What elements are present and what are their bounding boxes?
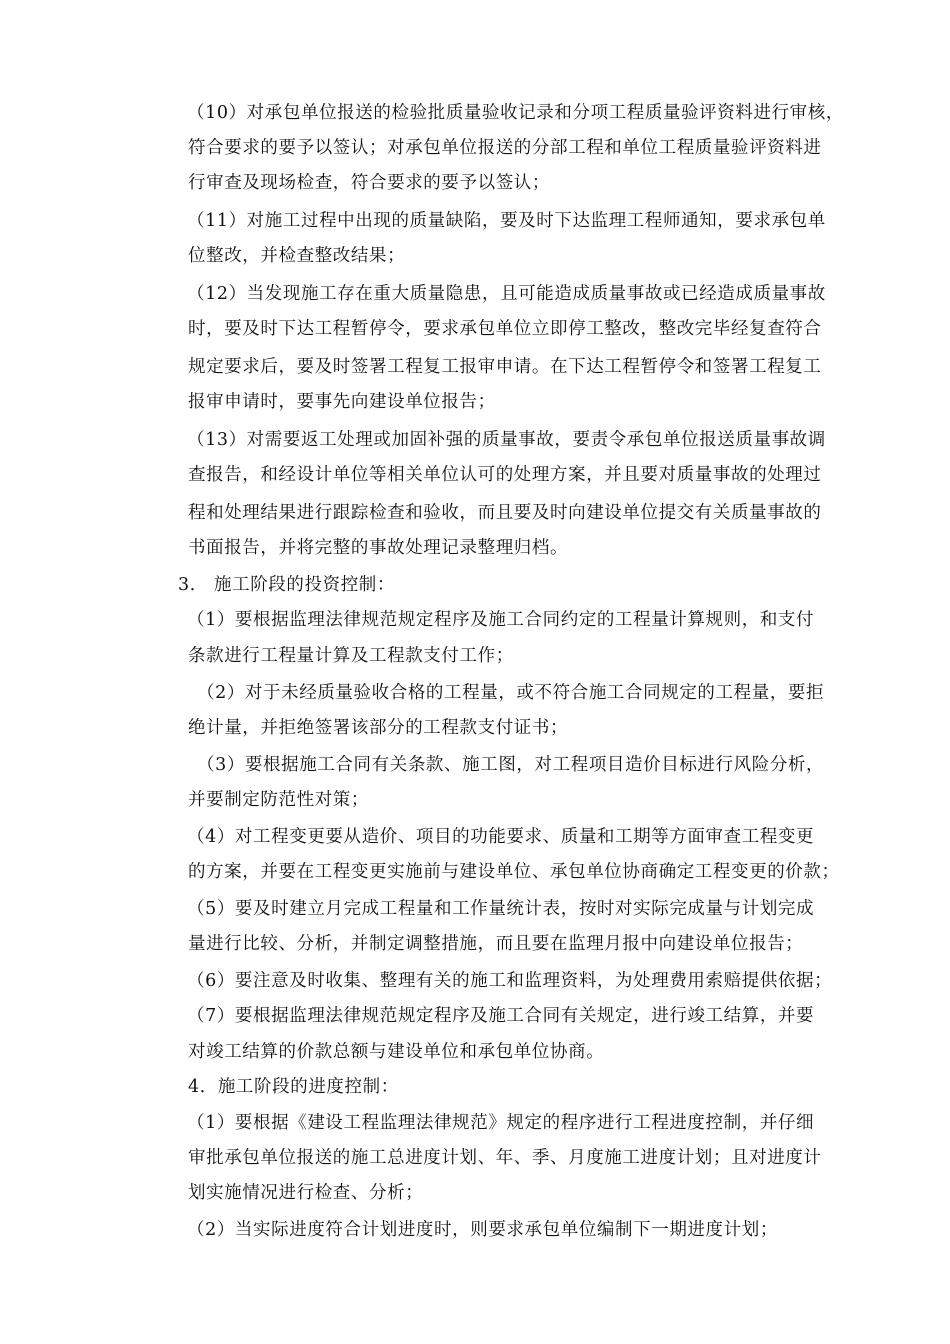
text-line: 的方案，并要在工程变更实施前与建设单位、承包单位协商确定工程变更的价款； <box>188 862 840 882</box>
text-line: （1）要根据监理法律规范规定程序及施工合同约定的工程量计算规则，和支付 <box>187 610 815 630</box>
text-line: （5）要及时建立月完成工程量和工作量统计表，按时对实际完成量与计划完成 <box>187 899 815 919</box>
text-line: 对竣工结算的价款总额与建设单位和承包单位协商。 <box>188 1042 605 1062</box>
text-line: （7）要根据监理法律规范规定程序及施工合同有关规定，进行竣工结算，并要 <box>187 1006 815 1026</box>
text-line: （11）对施工过程中出现的质量缺陷，要及时下达监理工程师通知，要求承包单 <box>187 211 826 231</box>
text-line: （2）对于未经质量验收合格的工程量，或不符合施工合同规定的工程量，要拒 <box>197 683 825 703</box>
text-line: 符合要求的要予以签认；对承包单位报送的分部工程和单位工程质量验评资料进 <box>188 138 822 158</box>
text-line: 量进行比较、分析，并制定调整措施，而且要在监理月报中向建设单位报告； <box>188 934 804 954</box>
text-line: （13）对需要返工处理或加固补强的质量事故，要责令承包单位报送质量事故调 <box>187 430 826 450</box>
text-line: 条款进行工程量计算及工程款支付工作； <box>188 646 514 666</box>
text-line: （6）要注意及时收集、整理有关的施工和监理资料，为处理费用索赔提供依据； <box>187 971 833 991</box>
text-line: 时，要及时下达工程暂停令，要求承包单位立即停工整改，整改完毕经复查符合 <box>188 319 822 339</box>
text-line: 报审申请时，要事先向建设单位报告； <box>188 392 496 412</box>
text-line: 审批承包单位报送的施工总进度计划、年、季、月度施工进度计划；且对进度计 <box>188 1148 822 1168</box>
text-line: 行审查及现场检查，符合要求的要予以签认； <box>188 173 550 193</box>
text-line: （1）要根据《建设工程监理法律规范》规定的程序进行工程进度控制，并仔细 <box>187 1113 815 1133</box>
text-line: （12）当发现施工存在重大质量隐患，且可能造成质量事故或已经造成质量事故 <box>187 284 826 304</box>
text-line: 划实施情况进行检查、分析； <box>188 1183 424 1203</box>
text-line: 规定要求后，要及时签署工程复工报审申请。在下达工程暂停令和签署工程复工 <box>188 357 822 377</box>
text-line: （4）对工程变更要从造价、项目的功能要求、质量和工期等方面审查工程变更 <box>187 827 815 847</box>
text-line: （10）对承包单位报送的检验批质量验收记录和分项工程质量验评资料进行审核， <box>187 103 844 123</box>
text-line: 并要制定防范性对策； <box>188 790 369 810</box>
section-heading: 3． 施工阶段的投资控制： <box>178 575 395 595</box>
text-line: 位整改，并检查整改结果； <box>188 246 406 266</box>
text-line: （3）要根据施工合同有关条款、施工图，对工程项目造价目标进行风险分析， <box>197 755 825 775</box>
text-line: 绝计量，并拒绝签署该部分的工程款支付证书； <box>188 718 569 738</box>
section-heading: 4．施工阶段的进度控制： <box>188 1077 399 1097</box>
text-line: 查报告，和经设计单位等相关单位认可的处理方案，并且要对质量事故的处理过 <box>188 465 822 485</box>
text-line: 书面报告，并将完整的事故处理记录整理归档。 <box>188 538 569 558</box>
text-line: （2）当实际进度符合计划进度时，则要求承包单位编制下一期进度计划； <box>187 1220 778 1240</box>
text-line: 程和处理结果进行跟踪检查和验收，而且要及时向建设单位提交有关质量事故的 <box>188 503 822 523</box>
